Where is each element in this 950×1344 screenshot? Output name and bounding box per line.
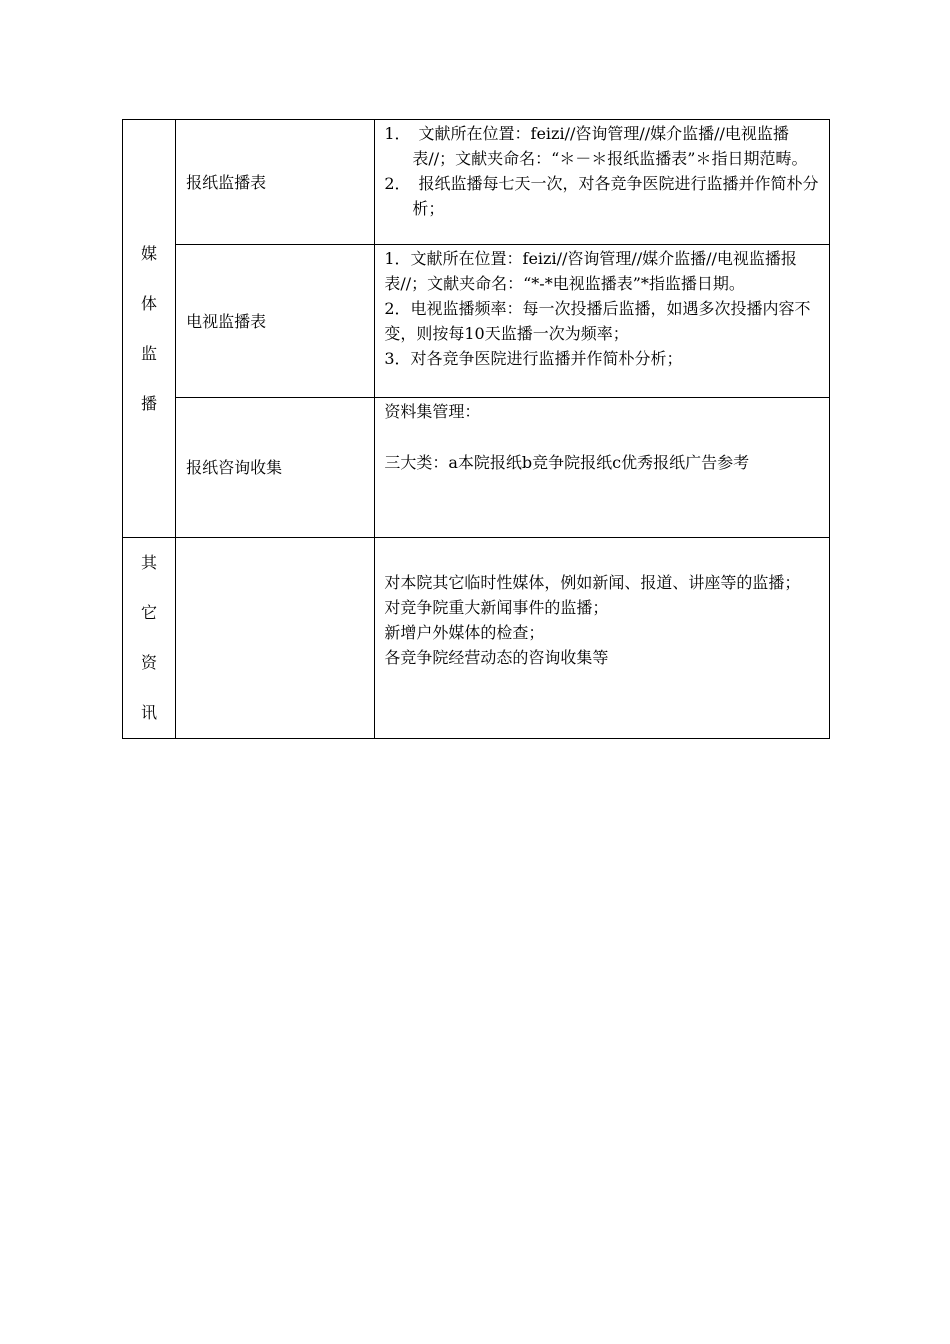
- description-line: 三大类：a本院报纸b竞争院报纸c优秀报纸广告参考: [384, 453, 750, 472]
- category-cell-media: [123, 120, 176, 538]
- category-char: 资: [141, 653, 158, 672]
- description-line: 新增户外媒体的检查；: [384, 623, 545, 642]
- media-monitoring-table: [122, 119, 830, 739]
- item-label: 电视监播表: [186, 311, 267, 331]
- description-line: 3．对各竞争医院进行监播并作简朴分析；: [384, 349, 683, 368]
- description-cell: [375, 120, 830, 245]
- description-cell: [375, 398, 830, 538]
- category-char: 播: [141, 393, 158, 413]
- category-char: 监: [141, 343, 158, 363]
- category-char: 讯: [141, 703, 158, 722]
- description-line: 对本院其它临时性媒体，例如新闻、报道、讲座等的监播；: [384, 573, 801, 592]
- table-row: [123, 398, 830, 538]
- table-row: [123, 538, 830, 739]
- description-cell: [375, 245, 830, 398]
- table-row: [123, 245, 830, 398]
- category-char: 其: [141, 553, 158, 572]
- item-cell: [176, 120, 375, 245]
- description-line: 2． 报纸监播每七天一次，对各竞争医院进行监播并作简朴分析；: [384, 174, 819, 218]
- item-cell: [176, 398, 375, 538]
- category-char: 它: [141, 603, 158, 622]
- category-char: 体: [141, 293, 158, 313]
- category-cell-other: [123, 538, 176, 739]
- description-cell: [375, 538, 830, 739]
- item-label: 报纸监播表: [186, 172, 267, 192]
- category-char: 媒: [141, 243, 158, 263]
- description-line: 对竞争院重大新闻事件的监播；: [384, 598, 609, 617]
- item-cell: [176, 245, 375, 398]
- item-cell: [176, 538, 375, 739]
- table-row: [123, 120, 830, 245]
- description-line: 1．文献所在位置：feizi//咨询管理//媒介监播//电视监播报表//；文献夹命名：“*-*电视监播表”*指监播日期。: [384, 249, 797, 293]
- description-line: 2．电视监播频率：每一次投播后监播，如遇多次投播内容不变，则按每10天监播一次为频率；: [384, 299, 811, 343]
- description-line: 1． 文献所在位置：feizi//咨询管理//媒介监播//电视监播表//；文献夹命名：“＊－＊报纸监播表”＊指日期范畴。: [384, 124, 808, 168]
- description-line: 资料集管理：: [384, 402, 481, 421]
- item-label: 报纸咨询收集: [186, 458, 283, 477]
- description-line: 各竞争院经营动态的咨询收集等: [384, 648, 609, 667]
